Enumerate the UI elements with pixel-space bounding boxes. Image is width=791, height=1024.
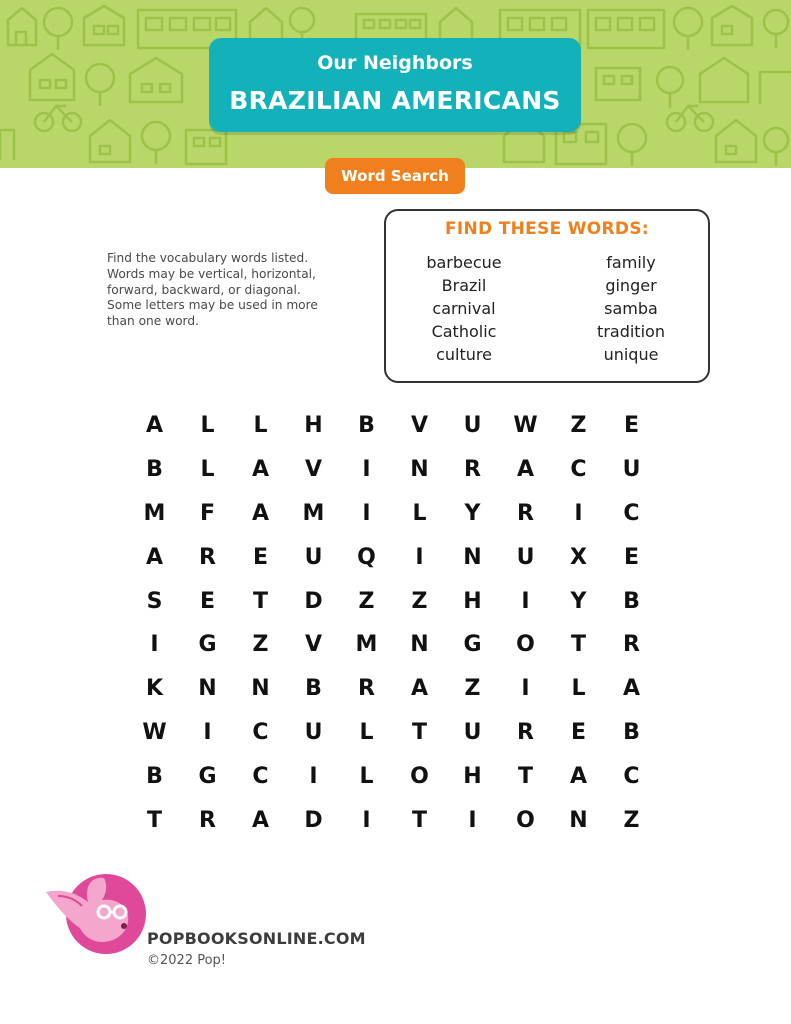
grid-letter: N xyxy=(198,676,217,702)
grid-letter: C xyxy=(570,456,587,482)
grid-letter: A xyxy=(251,808,270,834)
grid-letter: B xyxy=(623,720,640,746)
grid-letter: U xyxy=(463,720,482,746)
grid-letter: W xyxy=(513,413,538,438)
grid-letter: A xyxy=(251,500,270,526)
instructions-text: Find the vocabulary words listed. Words may be vertical, horizontal, forward, backward, or diagonal. Some letters may be used in more than one word. xyxy=(107,251,318,329)
word-item: unique xyxy=(603,345,659,364)
grid-letter: C xyxy=(623,764,640,790)
grid-letter: H xyxy=(463,588,482,614)
word-item: ginger xyxy=(605,276,657,295)
grid-letter: G xyxy=(198,764,217,790)
grid-letter: R xyxy=(464,456,481,482)
grid-letter: B xyxy=(358,413,375,438)
page-title: BRAZILIAN AMERICANS xyxy=(229,86,561,115)
word-item: carnival xyxy=(432,299,496,318)
grid-letter: C xyxy=(623,500,640,526)
grid-letter: W xyxy=(142,720,167,746)
grid-letter: I xyxy=(203,720,212,746)
word-list-heading: FIND THESE WORDS: xyxy=(445,219,649,239)
grid-letter: M xyxy=(355,632,378,658)
grid-letter: U xyxy=(516,544,535,570)
grid-letter: T xyxy=(411,808,427,834)
grid-letter: L xyxy=(253,413,268,438)
grid-letter: I xyxy=(362,456,371,482)
grid-letter: A xyxy=(145,413,164,438)
grid-letter: T xyxy=(517,764,533,790)
grid-letter: I xyxy=(521,588,530,614)
title-box xyxy=(209,38,581,132)
grid-letter: M xyxy=(302,500,325,526)
grid-letter: E xyxy=(623,413,640,438)
grid-letter: B xyxy=(146,456,163,482)
copyright-text: ©2022 Pop! xyxy=(147,953,227,968)
grid-letter: U xyxy=(463,413,482,438)
grid-letter: R xyxy=(517,720,534,746)
grid-letter: E xyxy=(252,544,269,570)
grid-letter: U xyxy=(304,720,323,746)
grid-letter: N xyxy=(251,676,270,702)
grid-letter: Q xyxy=(357,544,376,570)
grid-letter: N xyxy=(463,544,482,570)
grid-letter: L xyxy=(571,676,586,702)
grid-letter: A xyxy=(145,544,164,570)
grid-letter: A xyxy=(410,676,429,702)
grid-letter: R xyxy=(199,808,216,834)
grid-letter: Z xyxy=(623,808,640,834)
grid-letter: A xyxy=(516,456,535,482)
grid-letter: E xyxy=(623,544,640,570)
grid-letter: I xyxy=(362,808,371,834)
word-search-grid xyxy=(128,404,658,843)
word-item: samba xyxy=(604,299,658,318)
word-item: family xyxy=(606,253,656,272)
grid-letter: B xyxy=(623,588,640,614)
grid-letter: I xyxy=(415,544,424,570)
grid-letter: L xyxy=(359,720,374,746)
grid-letter: Y xyxy=(570,588,587,614)
grid-letter: C xyxy=(252,764,269,790)
grid-letter: Z xyxy=(570,413,587,438)
grid-letter: Z xyxy=(252,632,269,658)
word-list-box xyxy=(384,209,710,383)
grid-letter: O xyxy=(516,632,535,658)
grid-letter: S xyxy=(146,588,163,614)
word-item: barbecue xyxy=(426,253,502,272)
word-item: tradition xyxy=(597,322,665,341)
grid-letter: T xyxy=(570,632,586,658)
word-item: Brazil xyxy=(441,276,487,295)
grid-letter: D xyxy=(304,808,323,834)
grid-letter: R xyxy=(199,544,216,570)
grid-letter: I xyxy=(309,764,318,790)
grid-letter: R xyxy=(358,676,375,702)
grid-letter: H xyxy=(463,764,482,790)
grid-letter: V xyxy=(304,456,323,482)
grid-letter: G xyxy=(198,632,217,658)
grid-letter: V xyxy=(304,632,323,658)
grid-letter: U xyxy=(304,544,323,570)
grid-letter: I xyxy=(521,676,530,702)
grid-letter: B xyxy=(305,676,322,702)
grid-letter: I xyxy=(574,500,583,526)
grid-letter: E xyxy=(570,720,587,746)
grid-letter: Z xyxy=(411,588,428,614)
grid-letter: L xyxy=(200,456,215,482)
grid-letter: R xyxy=(623,632,640,658)
grid-letter: U xyxy=(622,456,641,482)
header-banner xyxy=(0,0,791,168)
grid-letter: M xyxy=(143,500,166,526)
grid-letter: T xyxy=(411,720,427,746)
grid-letter: O xyxy=(410,764,429,790)
grid-letter: L xyxy=(359,764,374,790)
grid-letter: A xyxy=(569,764,588,790)
kangaroo-logo-icon xyxy=(44,872,148,960)
grid-letter: I xyxy=(362,500,371,526)
grid-letter: Y xyxy=(464,500,481,526)
grid-letter: V xyxy=(410,413,429,438)
word-list-left-column xyxy=(389,251,539,366)
grid-letter: X xyxy=(570,544,587,570)
grid-letter: N xyxy=(410,632,429,658)
grid-letter: T xyxy=(146,808,162,834)
grid-letter: E xyxy=(199,588,216,614)
grid-letter: R xyxy=(517,500,534,526)
grid-letter: N xyxy=(569,808,588,834)
grid-letter: N xyxy=(410,456,429,482)
grid-letter: O xyxy=(516,808,535,834)
page-subtitle: Our Neighbors xyxy=(317,52,473,74)
grid-letter: I xyxy=(468,808,477,834)
grid-letter: T xyxy=(252,588,268,614)
grid-letter: I xyxy=(150,632,159,658)
grid-letter: D xyxy=(304,588,323,614)
site-name: POPBOOKSONLINE.COM xyxy=(147,929,366,948)
grid-letter: A xyxy=(622,676,641,702)
section-label: Word Search xyxy=(325,158,465,194)
word-item: culture xyxy=(436,345,492,364)
grid-letter: H xyxy=(304,413,323,438)
grid-letter: A xyxy=(251,456,270,482)
grid-letter: B xyxy=(146,764,163,790)
word-item: Catholic xyxy=(431,322,497,341)
grid-letter: Z xyxy=(464,676,481,702)
grid-letter: L xyxy=(200,413,215,438)
grid-letter: K xyxy=(145,676,164,702)
grid-letter: C xyxy=(252,720,269,746)
grid-letter: Z xyxy=(358,588,375,614)
grid-letter: L xyxy=(412,500,427,526)
word-list-right-column xyxy=(556,251,706,366)
grid-letter: F xyxy=(199,500,216,526)
grid-letter: G xyxy=(463,632,482,658)
